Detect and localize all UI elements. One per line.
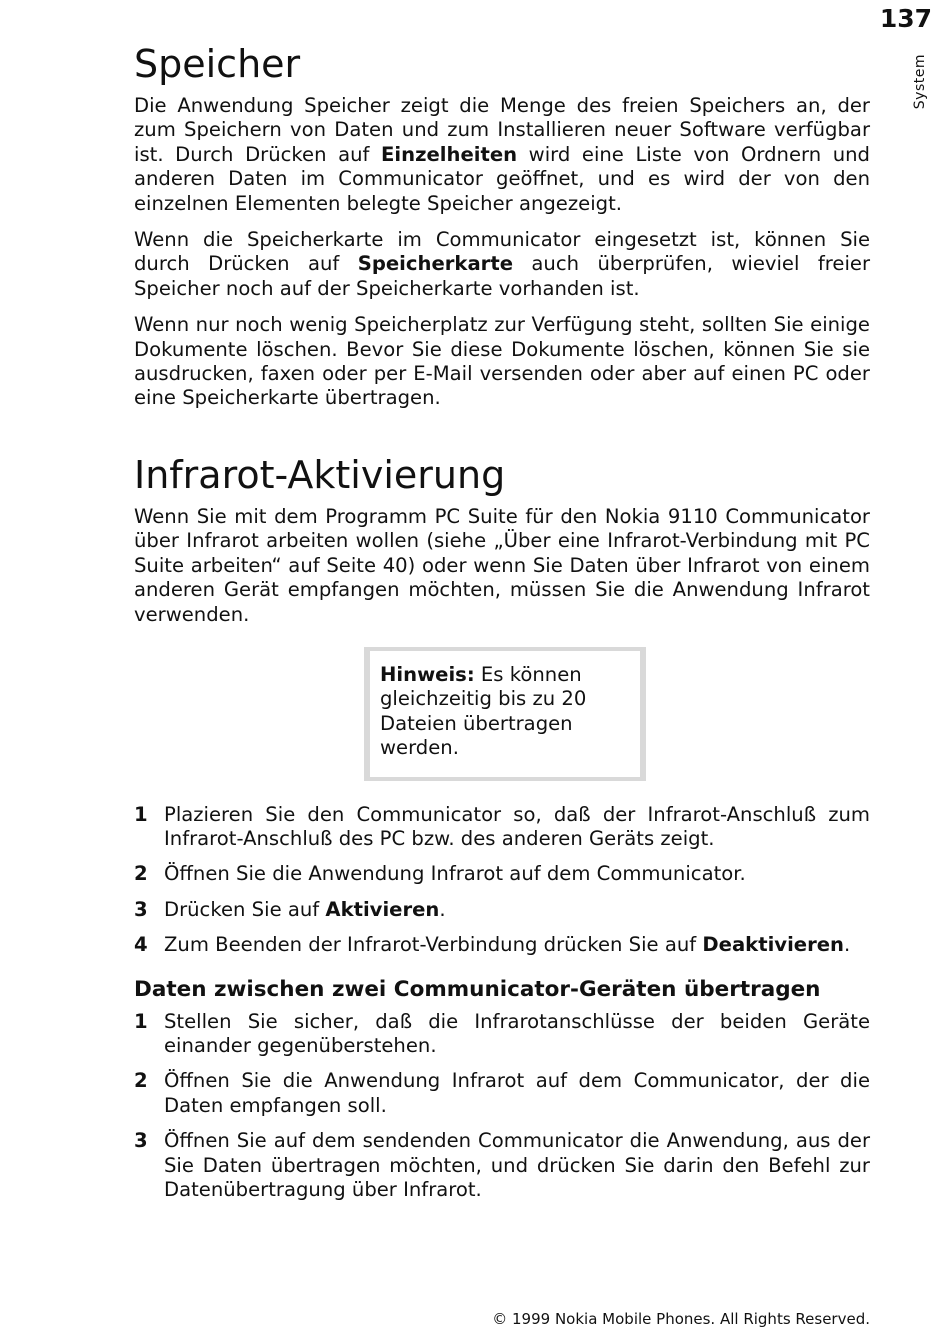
speicherkarte-term: Speicherkarte xyxy=(357,252,513,276)
list-item: 2 Öffnen Sie die Anwendung Infrarot auf dem Communicator. xyxy=(134,862,746,886)
note-label: Hinweis: xyxy=(380,662,475,686)
speicher-paragraph-1: Die Anwendung Speicher zeigt die Menge des freien Speichers an, der zum Speichern von Daten und zum Installieren neuer Software verfügbar ist. Durch Drücken auf Einzelheiten wird eine Liste von Ordnern und anderen Daten im Communicator geöffnet, und es wird der von den einzelnen Elementen belegte Speicher angezeigt. xyxy=(134,94,870,215)
page-number: 137 xyxy=(879,4,932,33)
transfer-steps xyxy=(134,1010,870,1203)
infrarot-heading: Infrarot-Aktivierung xyxy=(134,452,506,497)
transfer-heading: Daten zwischen zwei Communicator-Geräten übertragen xyxy=(134,976,821,1002)
list-item: 2 Öffnen Sie die Anwendung Infrarot auf dem Communicator, der die Daten empfangen soll. xyxy=(134,1069,870,1117)
note-box xyxy=(364,647,646,781)
infrarot-steps xyxy=(134,803,870,958)
note-content xyxy=(364,647,646,781)
speicher-heading: Speicher xyxy=(134,42,301,86)
infrarot-intro: Wenn Sie mit dem Programm PC Suite für den Nokia 9110 Communicator über Infrarot arbeiten wollen (siehe „Über eine Infrarot-Verbindung mit PC Suite arbeiten“ auf Seite 40) oder wenn Sie Daten über Infrarot von einem anderen Gerät empfangen möchten, müssen Sie die Anwendung Infrarot verwenden. xyxy=(134,504,870,626)
list-item: 3 Öffnen Sie auf dem sendenden Communicator die Anwendung, aus der Sie Daten übertragen möchten, und drücken Sie darin den Befehl zur Datenübertragung über Infrarot. xyxy=(134,1129,870,1201)
list-item: 3 Drücken Sie auf Aktivieren. xyxy=(134,897,446,921)
speicher-paragraph-2: Wenn die Speicherkarte im Communicator eingesetzt ist, können Sie durch Drücken auf Speicherkarte auch überprüfen, wieviel freier Speicher noch auf der Speicherkarte vorhanden ist. xyxy=(134,228,870,300)
section-label: System xyxy=(912,54,928,110)
copyright-footer: © 1999 Nokia Mobile Phones. All Rights Reserved. xyxy=(492,1310,870,1328)
aktivieren-term: Aktivieren xyxy=(325,897,440,921)
list-item: 4 Zum Beenden der Infrarot-Verbindung drücken Sie auf Deaktivieren. xyxy=(134,933,851,957)
page-content xyxy=(134,40,870,1213)
speicher-paragraph-3: Wenn nur noch wenig Speicherplatz zur Verfügung steht, sollten Sie einige Dokumente löschen. Bevor Sie diese Dokumente löschen, können Sie sie ausdrucken, faxen oder per E-Mail versenden oder aber auf einen PC oder eine Speicherkarte übertragen. xyxy=(134,313,870,410)
list-item: 1 Plazieren Sie den Communicator so, daß der Infrarot-Anschluß zum Infrarot-Anschluß des PC bzw. des anderen Geräts zeigt. xyxy=(134,802,870,850)
deaktivieren-term: Deaktivieren xyxy=(702,933,844,957)
list-item: 1 Stellen Sie sicher, daß die Infrarotanschlüsse der beiden Geräte einander gegenüberstehen. xyxy=(134,1009,870,1057)
einzelheiten-term: Einzelheiten xyxy=(381,142,518,166)
note-text: Es können gleichzeitig bis zu 20 Dateien übertragen werden. xyxy=(380,662,587,760)
